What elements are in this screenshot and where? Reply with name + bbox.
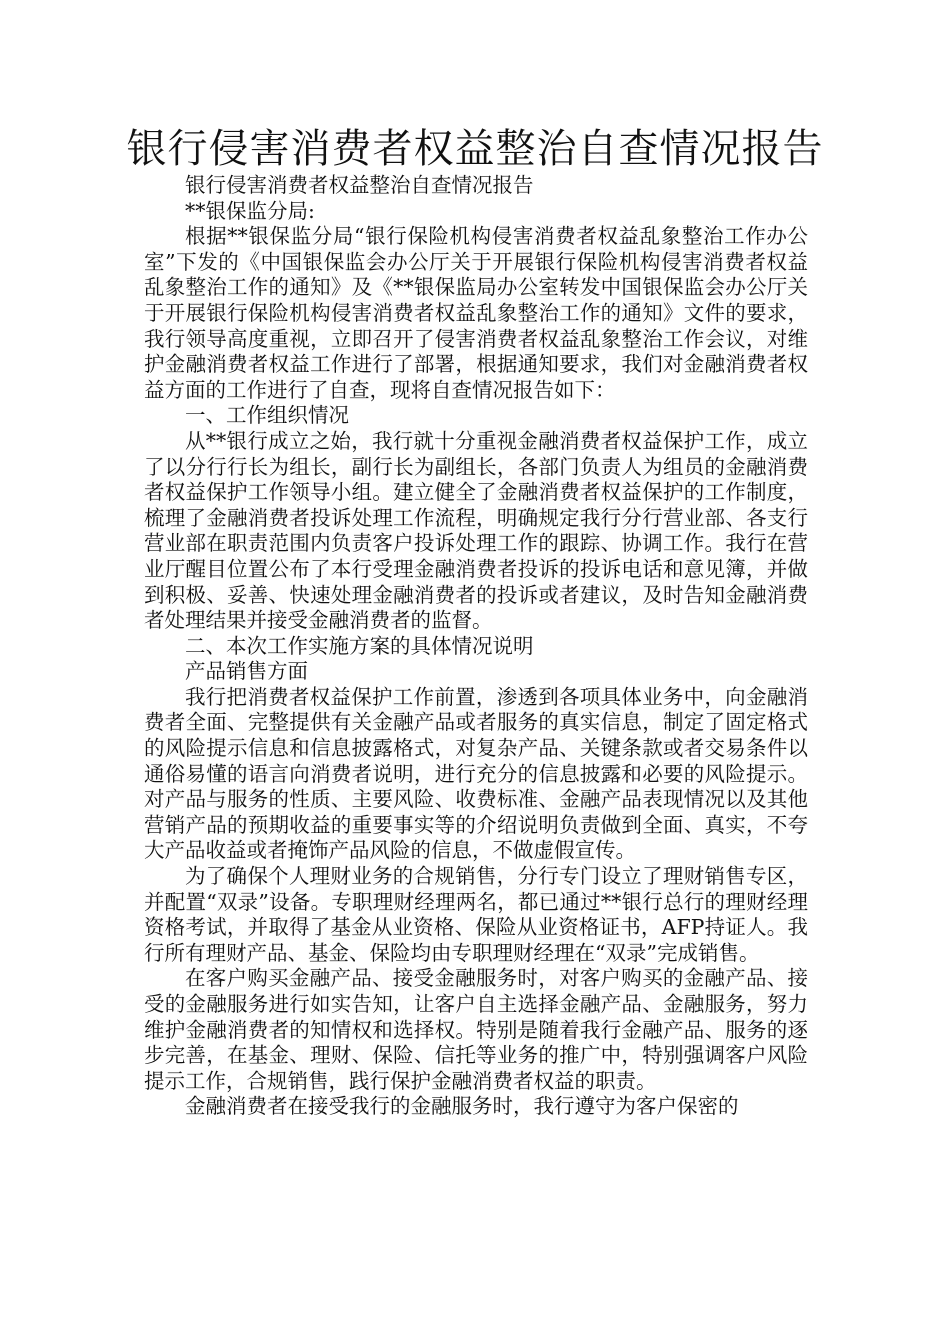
report-subtitle-paragraph: 银行侵害消费者权益整治自查情况报告 xyxy=(185,173,534,197)
document-body xyxy=(144,173,808,1120)
confidentiality-paragraph: 金融消费者在接受我行的金融服务时，我行遵守为客户保密的 xyxy=(185,1094,739,1119)
salutation-paragraph: **银保监分局: xyxy=(185,198,315,223)
subheading-product-sales: 产品销售方面 xyxy=(185,659,308,684)
intro-paragraph: 根据**银保监分局“银行保险机构侵害消费者权益乱象整治工作办公室”下发的《中国银保监会办公厅关于开展银行保险机构侵害消费者权益乱象整治工作的通知》及《**银保监局办公室转发中国银保监会办公厅关于开展银行保险机构侵害消费者权益乱象整治工作的通知》文件的要求，我行领导高度重视，立即召开了侵害消费者权益乱象整治工作会议，对维护金融消费者权益工作进行了部署，根据通知要求，我们对金融消费者权益方面的工作进行了自查，现将自查情况报告如下： xyxy=(144,224,808,402)
product-sales-paragraph: 我行把消费者权益保护工作前置，渗透到各项具体业务中，向金融消费者全面、完整提供有关金融产品或者服务的真实信息，制定了固定格式的风险提示信息和信息披露格式，对复杂产品、关键条款或者交易条件以通俗易懂的语言向消费者说明，进行充分的信息披露和必要的风险提示。对产品与服务的性质、主要风险、收费标准、金融产品表现情况以及其他营销产品的预期收益的重要事实等的介绍说明负责做到全面、真实，不夸大产品收益或者掩饰产品风险的信息，不做虚假宣传。 xyxy=(144,684,808,863)
organization-paragraph: 从**银行成立之始，我行就十分重视金融消费者权益保护工作，成立了以分行行长为组长，副行长为副组长，各部门负责人为组员的金融消费者权益保护工作领导小组。建立健全了金融消费者权益保护的工作制度，梳理了金融消费者投诉处理工作流程，明确规定我行分行营业部、各支行营业部在职责范围内负责客户投诉处理工作的跟踪、协调工作。我行在营业厅醒目位置公布了本行受理金融消费者投诉的投诉电话和意见簿，并做到积极、妥善、快速处理金融消费者的投诉或者建议，及时告知金融消费者处理结果并接受金融消费者的监督。 xyxy=(144,428,808,633)
customer-rights-paragraph: 在客户购买金融产品、接受金融服务时，对客户购买的金融产品、接受的金融服务进行如实告知，让客户自主选择金融产品、金融服务，努力维护金融消费者的知情权和选择权。特别是随着我行金融产品、服务的逐步完善，在基金、理财、保险、信托等业务的推广中，特别强调客户风险提示工作，合规销售，践行保护金融消费者权益的职责。 xyxy=(144,966,808,1093)
wealth-management-paragraph: 为了确保个人理财业务的合规销售，分行专门设立了理财销售专区，并配置“双录”设备。专职理财经理两名，都已通过**银行总行的理财经理资格考试，并取得了基金从业资格、保险从业资格证书，AFP持证人。我行所有理财产品、基金、保险均由专职理财经理在“双录”完成销售。 xyxy=(144,864,808,965)
document-title: 银行侵害消费者权益整治自查情况报告 xyxy=(126,126,824,172)
section-heading-implementation: 二、本次工作实施方案的具体情况说明 xyxy=(185,633,534,658)
section-heading-organization: 一、工作组织情况 xyxy=(185,403,349,428)
